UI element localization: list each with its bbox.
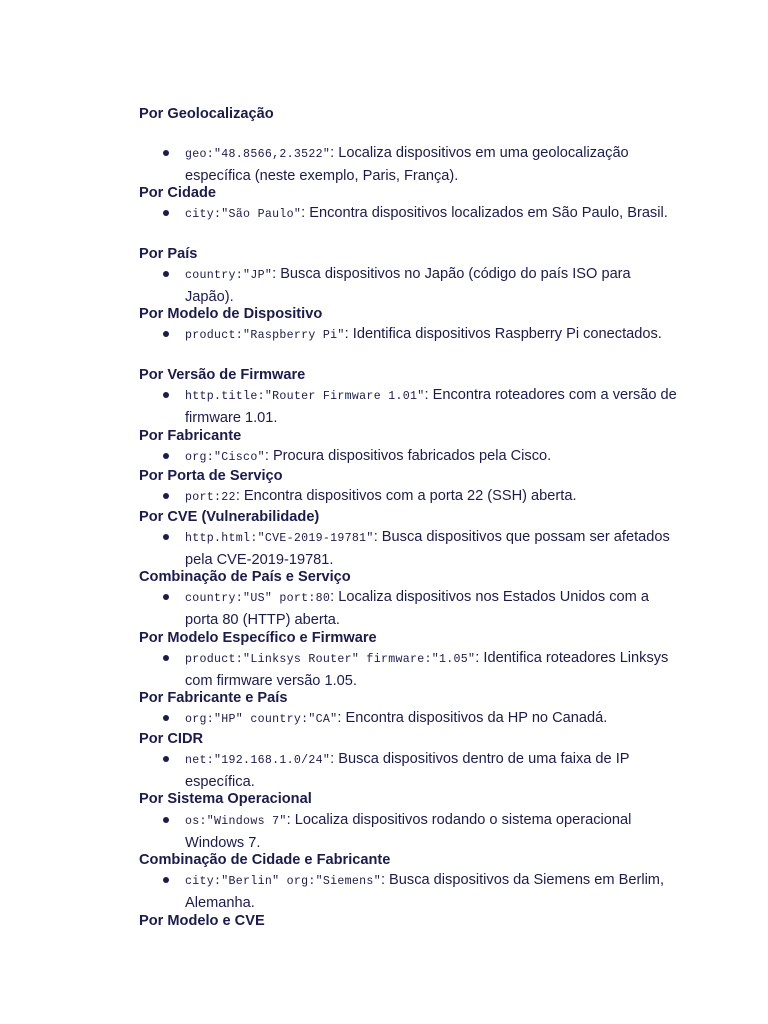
bullet-icon <box>163 271 169 277</box>
list-item <box>185 810 681 853</box>
bullet-icon <box>163 817 169 823</box>
list-item <box>185 527 681 570</box>
item-description: : Encontra dispositivos localizados em São Paulo, Brasil. <box>301 205 668 221</box>
list-item <box>185 749 681 792</box>
item-description: : Busca dispositivos dentro de uma faixa de IP específica. <box>185 751 630 790</box>
query-code: os:"Windows 7" <box>185 815 287 828</box>
list-item <box>185 385 681 428</box>
item-description: : Encontra dispositivos com a porta 22 (SSH) aberta. <box>235 488 577 504</box>
list-item <box>185 143 681 186</box>
section-heading: Por Geolocalização <box>139 106 274 122</box>
bullet-icon <box>163 331 169 337</box>
bullet-icon <box>163 150 169 156</box>
bullet-icon <box>163 594 169 600</box>
query-code: country:"JP" <box>185 269 273 282</box>
section-heading: Por CIDR <box>139 731 204 747</box>
bullet-icon <box>163 715 169 721</box>
section-heading: Por País <box>139 246 198 262</box>
item-description: : Busca dispositivos no Japão (código do país ISO para Japão). <box>185 266 631 305</box>
bullet-icon <box>163 534 169 540</box>
bullet-icon <box>163 756 169 762</box>
query-code: org:"HP" country:"CA" <box>185 713 338 726</box>
list-item <box>185 648 681 691</box>
section-heading: Por Sistema Operacional <box>139 791 312 807</box>
query-code: product:"Linksys Router" firmware:"1.05" <box>185 653 476 666</box>
section-heading: Por Versão de Firmware <box>139 367 306 383</box>
query-code: product:"Raspberry Pi" <box>185 329 345 342</box>
bullet-icon <box>163 655 169 661</box>
list-item <box>185 708 681 731</box>
bullet-icon <box>163 453 169 459</box>
section-heading: Por Fabricante e País <box>139 690 288 706</box>
list-item <box>185 203 681 226</box>
list-item <box>185 870 681 913</box>
item-description: : Encontra dispositivos da HP no Canadá. <box>337 710 608 726</box>
section-heading: Por Cidade <box>139 185 217 201</box>
section-heading: Combinação de Cidade e Fabricante <box>139 852 391 868</box>
section-heading: Por Modelo Específico e Firmware <box>139 630 377 646</box>
section-heading: Por Modelo de Dispositivo <box>139 306 323 322</box>
item-description: : Localiza dispositivos nos Estados Unidos com a porta 80 (HTTP) aberta. <box>185 589 649 628</box>
query-code: geo:"48.8566,2.3522" <box>185 148 331 161</box>
bullet-icon <box>163 877 169 883</box>
query-code: country:"US" port:80 <box>185 592 331 605</box>
item-description: : Busca dispositivos que possam ser afetados pela CVE-2019-19781. <box>185 529 670 568</box>
section-heading: Combinação de País e Serviço <box>139 569 351 585</box>
section-heading: Por Modelo e CVE <box>139 913 265 929</box>
item-description: : Busca dispositivos da Siemens em Berlim, Alemanha. <box>185 872 665 911</box>
list-item <box>185 587 681 630</box>
list-item <box>185 264 681 307</box>
bullet-icon <box>163 210 169 216</box>
query-code: net:"192.168.1.0/24" <box>185 754 331 767</box>
section-heading: Por Fabricante <box>139 428 242 444</box>
item-description: : Procura dispositivos fabricados pela Cisco. <box>264 448 552 464</box>
query-code: port:22 <box>185 491 236 504</box>
item-description: : Identifica roteadores Linksys com firmware versão 1.05. <box>185 650 669 689</box>
section-heading: Por Porta de Serviço <box>139 468 283 484</box>
list-item <box>185 486 681 509</box>
item-description: : Identifica dispositivos Raspberry Pi conectados. <box>344 326 662 342</box>
query-code: http.html:"CVE-2019-19781" <box>185 532 374 545</box>
query-code: city:"São Paulo" <box>185 208 302 221</box>
list-item <box>185 324 681 347</box>
query-code: city:"Berlin" org:"Siemens" <box>185 875 381 888</box>
item-description: : Localiza dispositivos rodando o sistema operacional Windows 7. <box>185 812 632 851</box>
item-description: : Localiza dispositivos em uma geolocalização específica (neste exemplo, Paris, França). <box>185 145 629 184</box>
section-heading: Por CVE (Vulnerabilidade) <box>139 509 320 525</box>
query-code: org:"Cisco" <box>185 451 265 464</box>
bullet-icon <box>163 493 169 499</box>
query-code: http.title:"Router Firmware 1.01" <box>185 390 425 403</box>
item-description: : Encontra roteadores com a versão de firmware 1.01. <box>185 387 677 426</box>
bullet-icon <box>163 392 169 398</box>
